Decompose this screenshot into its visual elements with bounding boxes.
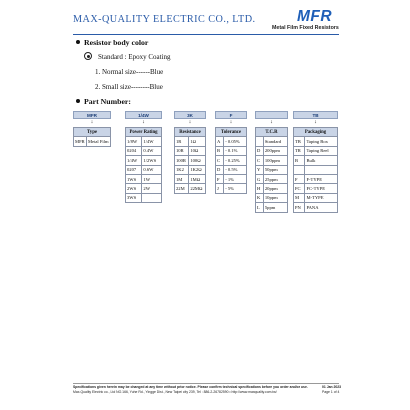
packaging-code: M (294, 193, 305, 202)
code-box-power: 1/4W (125, 111, 162, 119)
tcr-table-header: T.C.R (256, 128, 288, 137)
power-value: 1/2WS (142, 156, 162, 165)
power-value: 1W (142, 174, 162, 183)
tolerance-value: - 0.5% (224, 165, 247, 174)
packaging-value: FC-TYPE (305, 184, 338, 193)
resistance-value: 100Ω (189, 156, 206, 165)
table-row (175, 137, 206, 146)
arrow-down-icon: ↓ (314, 119, 317, 125)
tcr-code: H (256, 184, 264, 193)
table-row (175, 156, 206, 165)
packaging-code (294, 165, 305, 174)
power-value (142, 193, 162, 202)
table-row (294, 146, 338, 155)
arrow-down-icon: ↓ (270, 119, 273, 125)
table-row (256, 203, 288, 212)
resistance-code: 1M (175, 174, 189, 183)
bullet-icon (76, 40, 80, 44)
tolerance-code: F (216, 174, 224, 183)
tcr-code: C (256, 156, 264, 165)
code-box-tcr (255, 111, 288, 119)
power-code: 1/8W (126, 137, 142, 146)
table-row (294, 137, 338, 146)
resistance-code: 1R (175, 137, 189, 146)
arrow-down-icon: ↓ (142, 119, 145, 125)
table-row (126, 137, 162, 146)
packaging-code: FC (294, 184, 305, 193)
tolerance-table (215, 127, 247, 194)
part-number-heading-text: Part Number: (84, 97, 131, 106)
tolerance-code: B (216, 146, 224, 155)
power-value: 2W (142, 184, 162, 193)
tcr-value: 25ppm (263, 174, 287, 183)
resistance-value: 1MΩ (189, 174, 206, 183)
packaging-code: TR (294, 146, 305, 155)
table-row (175, 184, 206, 193)
power-code: 1WS (126, 174, 142, 183)
table-row (216, 174, 247, 183)
table-row (126, 184, 162, 193)
resistance-code: 22M (175, 184, 189, 193)
resistance-value: 10Ω (189, 146, 206, 155)
tolerance-code: A (216, 137, 224, 146)
tcr-code: L (256, 203, 264, 212)
table-row (126, 146, 162, 155)
table-row (256, 174, 288, 183)
table-row (216, 146, 247, 155)
mfr-logo: MFR (297, 8, 333, 25)
company-name: MAX-QUALITY ELECTRIC CO., LTD. (73, 14, 256, 25)
type-desc: Metal Film (86, 137, 110, 146)
arrow-down-icon: ↓ (229, 119, 233, 125)
table-row (216, 184, 247, 193)
footer-page: Page 1 of 4 (322, 390, 340, 394)
table-row (216, 137, 247, 146)
tcr-value: Standard (263, 137, 287, 146)
packaging-value: Taping Box (305, 137, 338, 146)
footer-notice: Specifications given herein may be changed at any time without prior notice. Please confirm technical specifications before you order and/or use. (73, 385, 308, 389)
tolerance-code: C (216, 156, 224, 165)
tcr-table (255, 127, 288, 213)
table-row (256, 165, 288, 174)
code-box-tolerance: F (215, 111, 247, 119)
power-code: 1/4W (126, 156, 142, 165)
footer-divider (73, 383, 339, 384)
packaging-table-header: Packaging (294, 128, 338, 137)
packaging-value: M-TYPE (305, 193, 338, 202)
packaging-table (293, 127, 338, 213)
tcr-code: G (256, 174, 264, 183)
table-row (294, 165, 338, 174)
packaging-value: F-TYPE (305, 174, 338, 183)
footer-address: Max-Quality Electric co., Ltd NO.166, Yuhe Rd., Yingge Dist., New Taipei city 239, Tel : 886-2-26782590 • http://www.maxquality.com.tw/ (73, 390, 277, 394)
table-row (294, 193, 338, 202)
tolerance-value: - 0.1% (224, 146, 247, 155)
packaging-code: PN (294, 203, 305, 212)
tolerance-value: - 5% (224, 184, 247, 193)
tcr-code: Y (256, 165, 264, 174)
resistance-value: 22MΩ (189, 184, 206, 193)
table-row (175, 174, 206, 183)
type-table-header: Type (74, 128, 111, 137)
power-code: 0207 (126, 165, 142, 174)
power-value: 0.6W (142, 165, 162, 174)
packaging-code: B (294, 156, 305, 165)
type-code: MFR (74, 137, 87, 146)
packaging-value: PANA (305, 203, 338, 212)
table-row (294, 184, 338, 193)
resistance-code: 1K2 (175, 165, 189, 174)
tcr-value: 100ppm (263, 156, 287, 165)
code-box-type: MFR (73, 111, 111, 119)
tolerance-table-header: Tolerance (216, 128, 247, 137)
header-divider (73, 34, 339, 35)
tolerance-value: - 0.25% (224, 156, 247, 165)
bullet-icon (76, 99, 80, 103)
table-row (256, 184, 288, 193)
arrow-down-icon: ↓ (90, 119, 94, 125)
table-row (126, 174, 162, 183)
code-box-packaging: TB (293, 111, 338, 119)
table-row (294, 156, 338, 165)
resistance-value: 1Ω (189, 137, 206, 146)
code-box-resistance: 3K (174, 111, 206, 119)
tolerance-value: - 1% (224, 174, 247, 183)
table-row (126, 193, 162, 202)
normal-size-line: 1. Normal size------Blue (95, 68, 164, 76)
resistance-table (174, 127, 206, 194)
table-row (126, 156, 162, 165)
power-value: 0.4W (142, 146, 162, 155)
packaging-code: F (294, 174, 305, 183)
resistance-code: 10R (175, 146, 189, 155)
table-row (294, 203, 338, 212)
tolerance-code: D (216, 165, 224, 174)
small-size-line: 2. Small size--------Blue (95, 83, 163, 91)
body-color-heading (76, 38, 148, 47)
arrow-down-icon: ↓ (188, 119, 192, 125)
tcr-value: 50ppm (263, 165, 287, 174)
tcr-code: K (256, 193, 264, 202)
table-row (74, 137, 111, 146)
standard-line (84, 53, 171, 61)
body-color-heading-text: Resistor body color (84, 38, 149, 47)
table-row (256, 137, 288, 146)
packaging-value (305, 165, 338, 174)
footer-date: 01 Jan 2023 (322, 385, 342, 389)
packaging-value: Bulk (305, 156, 338, 165)
table-row (256, 193, 288, 202)
table-row (175, 165, 206, 174)
logo-subtitle: Metal Film Fixed Resistors (272, 25, 339, 31)
resistance-code: 100R (175, 156, 189, 165)
tcr-value: 200ppm (263, 146, 287, 155)
tcr-value: 10ppm (263, 193, 287, 202)
table-row (294, 174, 338, 183)
table-row (126, 165, 162, 174)
power-table-header: Power Rating (126, 128, 162, 137)
resistance-value: 1K2Ω (189, 165, 206, 174)
tolerance-code: J (216, 184, 224, 193)
part-number-heading (76, 97, 131, 106)
tcr-value: 5ppm (263, 203, 287, 212)
table-row (175, 146, 206, 155)
table-row (216, 165, 247, 174)
tcr-code (256, 137, 264, 146)
power-code: 2WS (126, 184, 142, 193)
type-table (73, 127, 111, 147)
packaging-value: Taping Reel (305, 146, 338, 155)
tcr-value: 20ppm (263, 184, 287, 193)
power-rating-table (125, 127, 162, 203)
table-row (216, 156, 247, 165)
tolerance-value: - 0.05% (224, 137, 247, 146)
power-value: 1/4W (142, 137, 162, 146)
table-row (256, 156, 288, 165)
resistance-table-header: Resistance (175, 128, 206, 137)
tcr-code: D (256, 146, 264, 155)
power-code: 0204 (126, 146, 142, 155)
table-row (256, 146, 288, 155)
power-code: 3WS (126, 193, 142, 202)
packaging-code: TB (294, 137, 305, 146)
standard-text: Standard : Epoxy Coating (98, 53, 171, 61)
radio-selected-icon (84, 52, 92, 60)
